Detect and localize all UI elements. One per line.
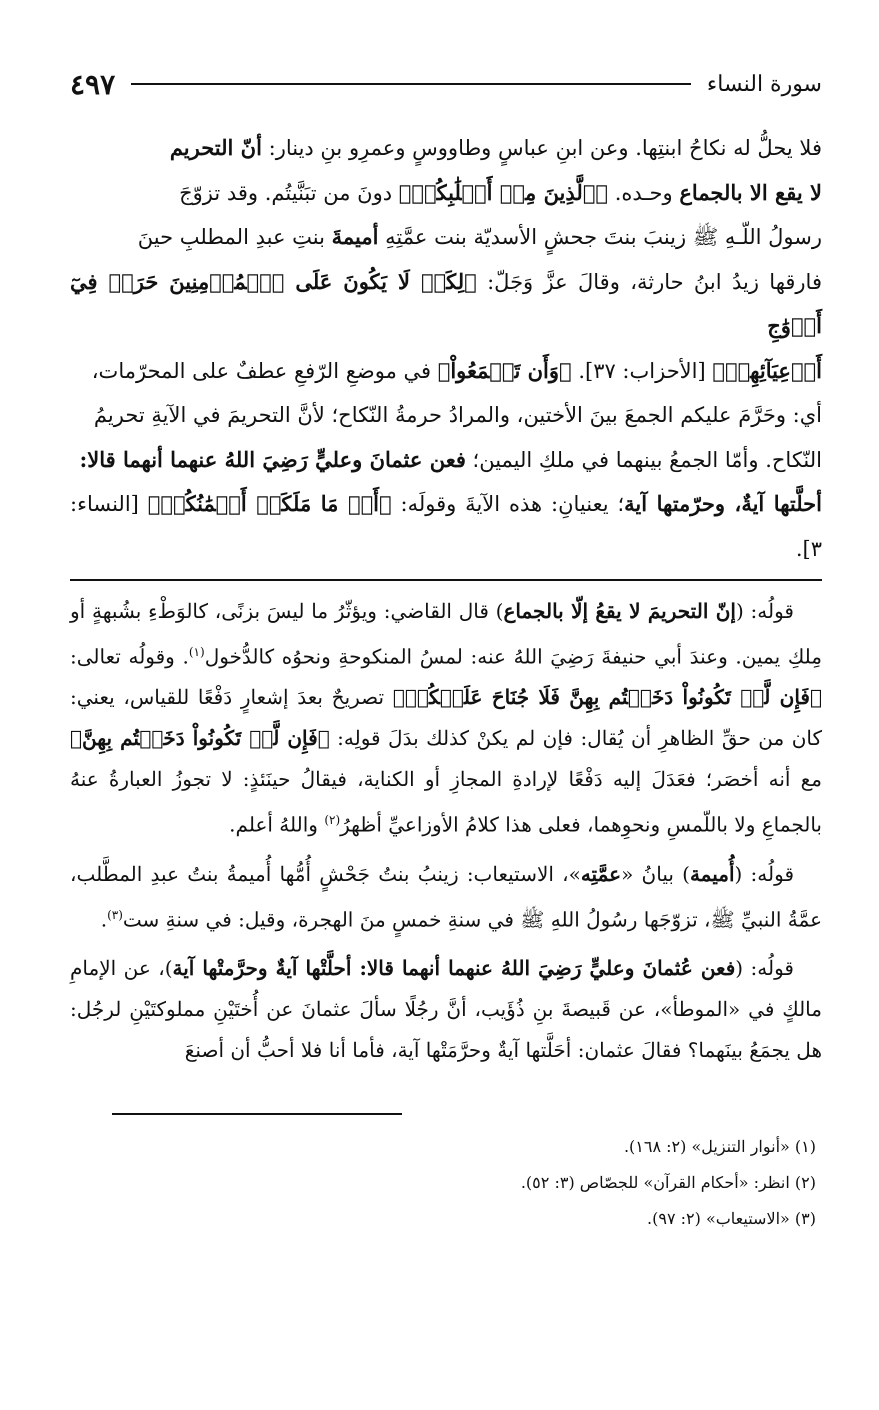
footnote-marker: (٣) [107, 907, 123, 922]
text-run: . [100, 907, 108, 932]
main-line [70, 482, 822, 571]
bold-text: فعن عثمانَ وعليٍّ رَضِيَ اللهُ عنهما أنهما قالا: [79, 446, 466, 472]
text-run: ؛ يعنيانِ: هذه الآيةَ وقولَه: [391, 492, 625, 516]
text-run: رسولُ اللّـهِ ﷺ زينبَ بنتَ جحشٍ الأسديّة بنت عمَّتِهِ [378, 225, 822, 249]
bold-text: فعن عُثمانَ وعليٍّ رَضِيَ اللهُ عنهما أنهما قالا: أحلَّتْها آيةٌ وحرَّمتْها آية [172, 956, 736, 981]
page-number: ٤٩٧ [70, 67, 116, 101]
bold-text: أميمةَ [331, 224, 379, 249]
text-run: ) بيانُ « [621, 861, 690, 886]
commentary-paragraph [70, 948, 822, 1071]
bold-text: أُميمة [689, 861, 735, 886]
text-run: تصريحٌ بعدَ إشعارٍ دَفْعًا للقياس، يعني: كان من حقِّ الظاهرِ أن يُقال: فإن لم يكنْ كذلك بدَلَ قولِه: [70, 685, 822, 751]
commentary-paragraph [70, 854, 822, 941]
quran-quote: أَدۡعِيَآئِهِمۡ﴾ [712, 357, 822, 383]
text-run: )، عن الإمامِ مالكٍ في «الموطأ»، عن قَبيصةَ بنِ ذُؤَيب، أنَّ رجُلًا سألَ عثمانَ عن أُختَيْنِ مملوكتَيْنِ لرجُل: هل يجمَعُ بينَهما؟ فقالَ عثمان: أحَلَّتها آيةٌ وحرَّمَتْها آية، فأما أنا فلا أحبُّ أن أصنعَ [70, 956, 822, 1063]
text-run: واللهُ أعلم. [229, 812, 325, 837]
text-run: مع أنه أخصَر؛ فعَدَلَ إليه دَفْعًا لإرادةِ المجازِ أو الكناية، فيقالُ حينَئذٍ: لا تجوزُ العبارةُ عنهُ بالجماعِ ولا باللّمسِ ونحوِهما، فعلى هذا كلامُ الأوزاعيِّ أظهرُ [70, 767, 822, 837]
header-rule [131, 83, 691, 85]
commentary [70, 591, 822, 1072]
footnote-marker: (١) [188, 644, 205, 659]
text-run: فلا يحلُّ له نكاحُ ابنتِها. وعن ابنِ عباسٍ وطاووسٍ وعمرِو بنِ دينار: [261, 136, 822, 160]
bold-text: إنّ التحريمَ لا يقعُ إلّا بالجماع [503, 598, 736, 623]
surah-title: سورة النساء [706, 71, 822, 97]
main-line [70, 215, 822, 260]
text-run: [النساء: ٣]. [70, 492, 822, 561]
footnote: (١) «أنوار التنزيل» (٢: ١٦٨). [623, 1136, 816, 1156]
quran-quote: ﴿فَإِن لَّمۡ تَكُونُواْ دَخَلۡتُم بِهِنَّ﴾ [70, 726, 330, 751]
text-run: دونَ من تبَنَّيتُم. وقد تزوّجَ [179, 180, 399, 205]
main-text [70, 126, 822, 571]
bold-text: أحلَّتها آيةٌ، وحرّمتها آية [624, 491, 822, 516]
text-run: ) قال القاضي: ويؤثّرُ ما ليسَ بزنًى، كالوَطْءِ بشُبهةٍ أو مِلكِ يمين. وعندَ أبي حنيفةَ رَضِيَ اللهُ عنه: لمسُ المنكوحةِ ونحوُه كالدُّخول [70, 598, 823, 669]
footnotes [70, 1129, 822, 1237]
book-page [70, 60, 822, 1237]
text-run: فارقها زيدُ ابنُ حارثة، وقالَ عزَّ وَجَلّ: [476, 269, 822, 294]
main-line [70, 260, 822, 349]
bold-text: لا يقع الا بالجماع [679, 179, 822, 205]
text-run: بنتِ عبدِ المطلبِ حينَ [137, 225, 332, 249]
text-run: [الأحزاب: ٣٧]. [571, 358, 713, 383]
bold-text: عمَّتِه [580, 861, 622, 886]
main-line [70, 393, 822, 438]
text-run: »، الاستيعاب: زينبُ بنتُ جَحْشٍ أُمُّها أُميمةُ بنتُ عبدِ المطَّلب، عمَّةُ النبيِّ ﷺ، تزوّجَها رسُولُ اللهِ ﷺ في سنةِ خمسٍ منَ الهجرة، وقيل: في سنةِ ست [70, 861, 822, 932]
text-run: في موضعِ الرّفعِ عطفٌ على المحرّمات، [91, 358, 438, 383]
quran-quote: ﴿أَوۡ مَا مَلَكَتۡ أَيۡمَٰنُكُمۡ﴾ [147, 491, 392, 516]
text-run: . وقولُه تعالى: [70, 644, 189, 669]
text-run: أي: وحَرَّمَ عليكم الجمعَ بينَ الأختين، والمرادُ حرمةُ النّكاح؛ لأنَّ التحريمَ في الآيةِ تحريمُ [93, 403, 822, 427]
text-run: النّكاح. وأمّا الجمعُ بينهما في ملكِ اليمين؛ [465, 447, 822, 472]
quran-quote: ﴿ٱلَّذِينَ مِنۡ أَصۡلَٰبِكُمۡ﴾ [398, 179, 609, 205]
footnote: (٢) انظر: «أحكام القرآن» للجصّاص (٣: ٥٢). [520, 1172, 816, 1192]
quran-quote: ﴿فَإِن لَّمۡ تَكُونُواْ دَخَلۡتُم بِهِنَّ فَلَا جُنَاحَ عَلَيۡكُمۡ﴾ [392, 685, 822, 710]
quran-quote: ﴿وَأَن تَجۡمَعُواْ﴾ [437, 357, 572, 383]
section-divider [70, 579, 822, 581]
bold-text: أنّ التحريم [169, 135, 262, 160]
main-line [70, 126, 822, 171]
page-header [70, 60, 822, 108]
footnote-rule [112, 1113, 402, 1114]
footnote-marker: (٢) [324, 813, 341, 828]
quran-quote: ﴿لِكَيۡ لَا يَكُونَ عَلَى ٱلۡمُؤۡمِنِينَ حَرَجٞ فِيٓ أَزۡوَٰجِ [70, 268, 822, 338]
text-run: قولُه: ( [734, 861, 795, 886]
commentary-paragraph [70, 591, 822, 846]
main-line [70, 349, 822, 394]
text-run: قولُه: ( [735, 956, 794, 981]
main-line [70, 438, 822, 483]
text-run: قولُه: ( [735, 598, 794, 623]
main-line [70, 171, 822, 216]
text-run: وحـده. [608, 180, 680, 205]
footnote: (٣) «الاستيعاب» (٢: ٩٧). [647, 1208, 816, 1228]
